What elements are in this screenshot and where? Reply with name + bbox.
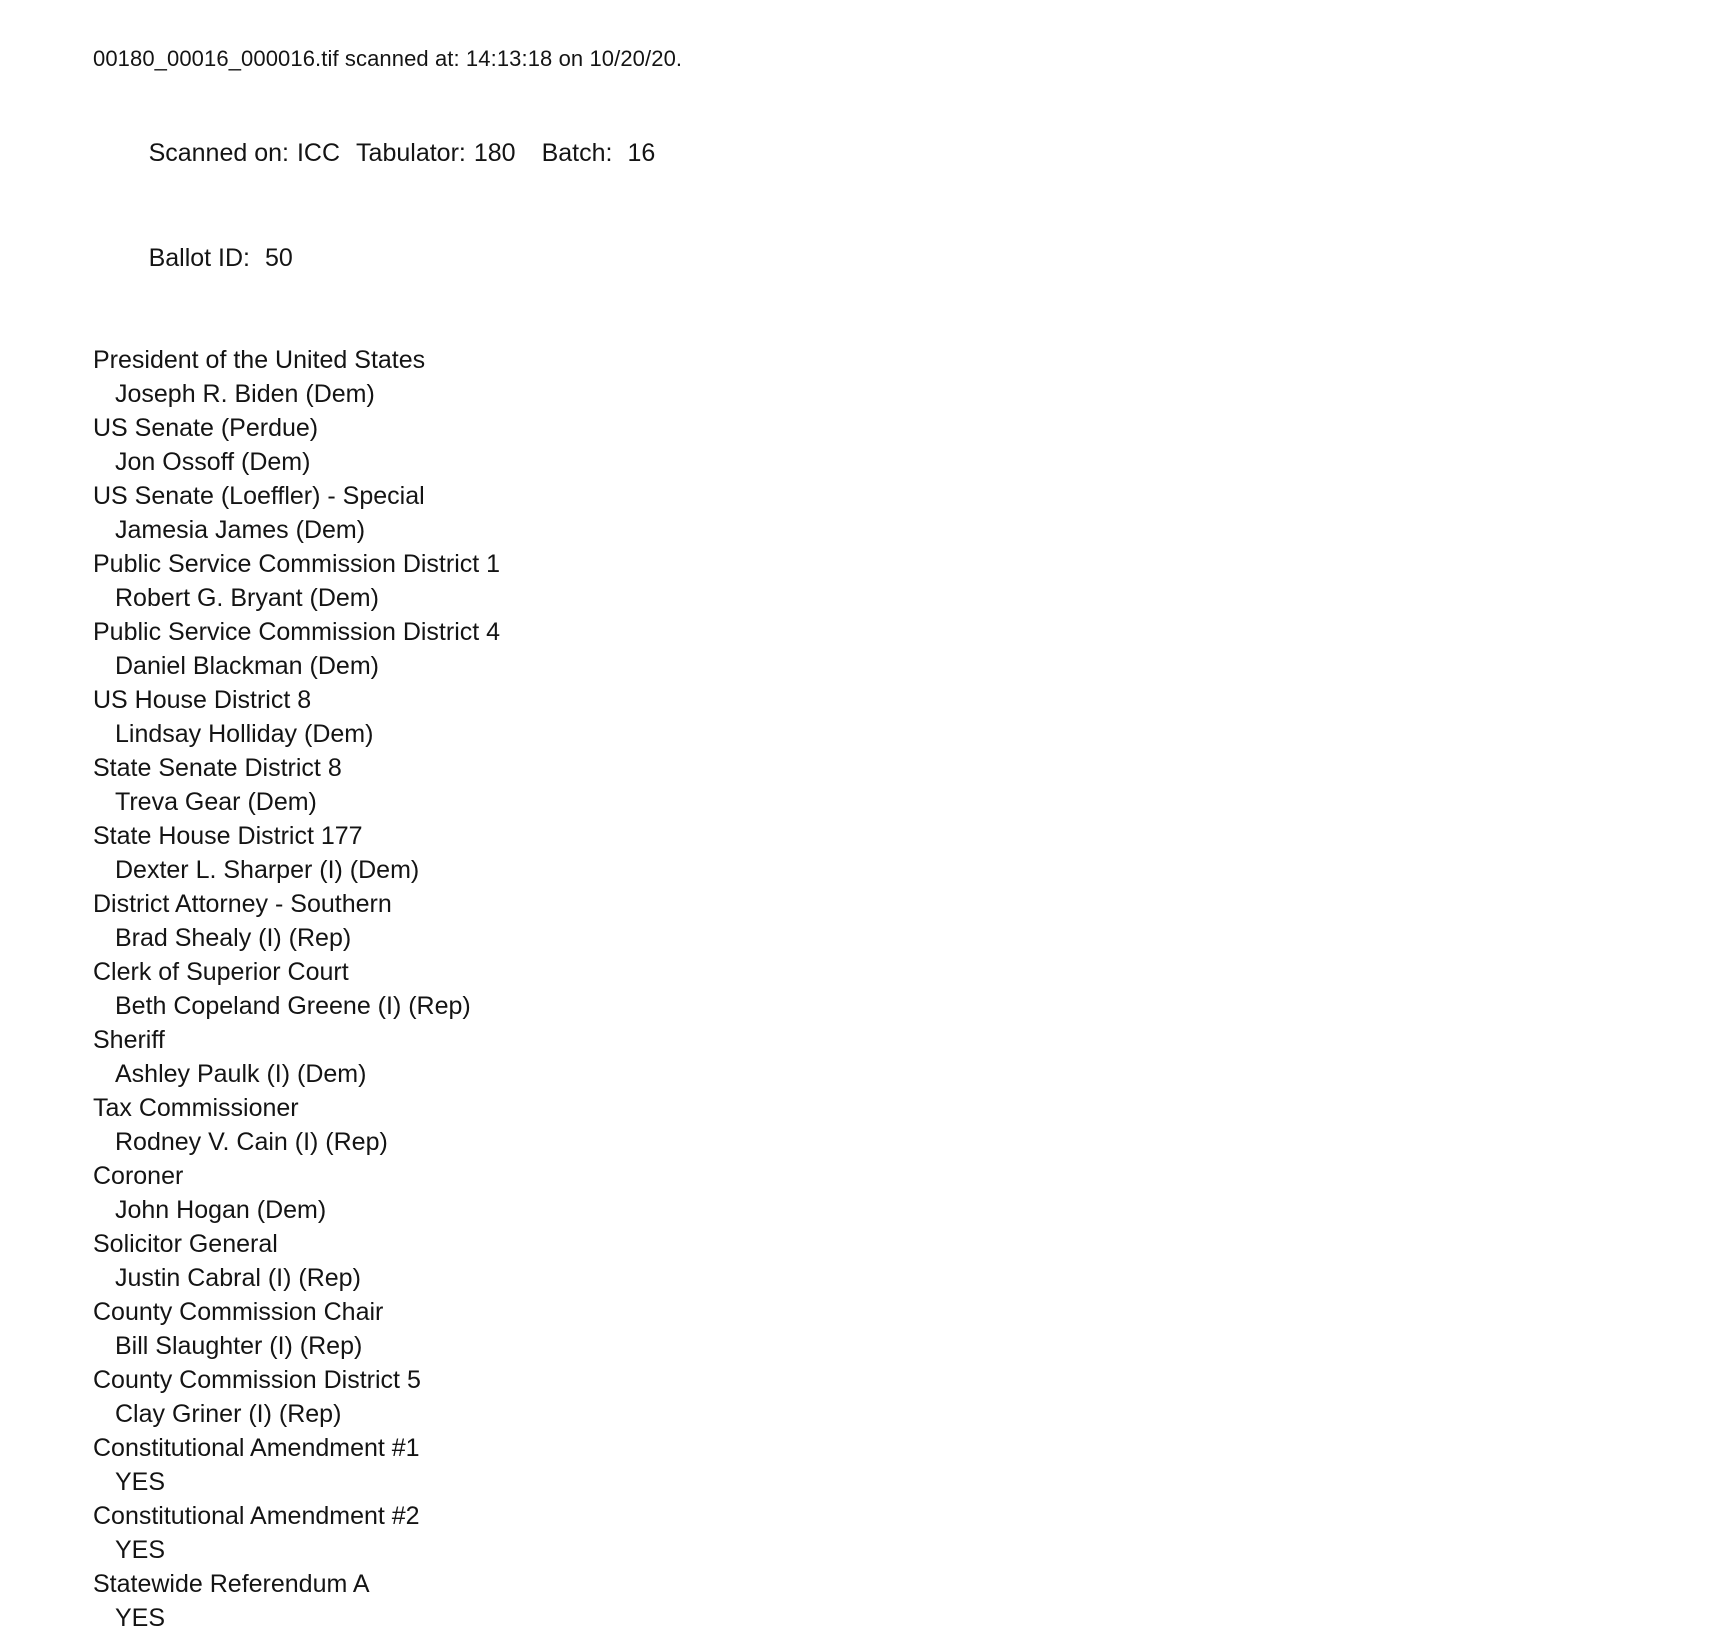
contest-item	[93, 1023, 1670, 1091]
contest-item	[93, 1567, 1670, 1635]
contest-item	[93, 1431, 1670, 1499]
contest-office: District Attorney - Southern	[93, 890, 392, 918]
contest-selection: Justin Cabral (I) (Rep)	[115, 1264, 361, 1292]
contest-office: Sheriff	[93, 1026, 165, 1054]
contest-selection: Bill Slaughter (I) (Rep)	[115, 1332, 363, 1360]
contest-item	[93, 955, 1670, 1023]
contest-selection: YES	[115, 1604, 166, 1632]
contest-selection: Lindsay Holliday (Dem)	[115, 720, 374, 748]
tabulator-value: 180	[473, 139, 516, 167]
contest-office: Clerk of Superior Court	[93, 958, 349, 986]
contest-selection: Rodney V. Cain (I) (Rep)	[115, 1128, 388, 1156]
scanned-on-label: Scanned on:	[148, 139, 289, 167]
contest-office: US Senate (Loeffler) - Special	[93, 482, 425, 510]
contest-selection: YES	[115, 1468, 166, 1496]
contest-item	[93, 1295, 1670, 1363]
contest-item	[93, 751, 1670, 819]
contest-selection: Jon Ossoff (Dem)	[115, 448, 311, 476]
contest-office: Constitutional Amendment #2	[93, 1502, 420, 1530]
contest-office: County Commission Chair	[93, 1298, 384, 1326]
contest-item	[93, 343, 1670, 411]
contest-item	[93, 1363, 1670, 1431]
contest-office: US Senate (Perdue)	[93, 414, 319, 442]
contest-selection: Ashley Paulk (I) (Dem)	[115, 1060, 367, 1088]
contest-selection: Treva Gear (Dem)	[115, 788, 317, 816]
ballot-id-value: 50	[265, 244, 293, 272]
contest-office: Tax Commissioner	[93, 1094, 299, 1122]
ballot-header-block	[93, 101, 1670, 311]
scanner-info-row	[93, 101, 1670, 206]
contest-office: State Senate District 8	[93, 754, 342, 782]
contest-selection: Clay Griner (I) (Rep)	[115, 1400, 342, 1428]
contest-item	[93, 1091, 1670, 1159]
contest-office: Public Service Commission District 4	[93, 618, 501, 646]
tabulator-label: Tabulator:	[356, 139, 466, 167]
contest-selection: Beth Copeland Greene (I) (Rep)	[115, 992, 471, 1020]
page-content	[93, 44, 1670, 1635]
scan-filename-line: 00180_00016_000016.tif scanned at: 14:13:18 on 10/20/20.	[93, 46, 683, 71]
contest-item	[93, 479, 1670, 547]
contest-office: President of the United States	[93, 346, 426, 374]
contest-office: US House District 8	[93, 686, 312, 714]
contest-list	[93, 343, 1670, 1635]
contest-office: State House District 177	[93, 822, 363, 850]
batch-value: 16	[627, 139, 656, 167]
contest-item	[93, 547, 1670, 615]
contest-item	[93, 887, 1670, 955]
contest-selection: John Hogan (Dem)	[115, 1196, 327, 1224]
contest-office: Constitutional Amendment #1	[93, 1434, 420, 1462]
contest-office: County Commission District 5	[93, 1366, 421, 1394]
contest-item	[93, 615, 1670, 683]
contest-selection: Joseph R. Biden (Dem)	[115, 380, 375, 408]
contest-item	[93, 411, 1670, 479]
contest-selection: Dexter L. Sharper (I) (Dem)	[115, 856, 420, 884]
contest-item	[93, 1499, 1670, 1567]
contest-item	[93, 819, 1670, 887]
contest-item	[93, 1227, 1670, 1295]
contest-selection: Robert G. Bryant (Dem)	[115, 584, 379, 612]
contest-office: Public Service Commission District 1	[93, 550, 501, 578]
contest-selection: YES	[115, 1536, 166, 1564]
contest-office: Statewide Referendum A	[93, 1570, 370, 1598]
scanned-on-value: ICC	[296, 139, 341, 167]
ballot-id-row	[93, 206, 1670, 311]
contest-office: Coroner	[93, 1162, 184, 1190]
contest-selection: Daniel Blackman (Dem)	[115, 652, 379, 680]
contest-office: Solicitor General	[93, 1230, 278, 1258]
contest-selection: Brad Shealy (I) (Rep)	[115, 924, 352, 952]
ballot-id-label: Ballot ID:	[148, 244, 251, 272]
contest-item	[93, 1159, 1670, 1227]
batch-label: Batch:	[541, 139, 613, 167]
contest-item	[93, 683, 1670, 751]
contest-selection: Jamesia James (Dem)	[115, 516, 366, 544]
